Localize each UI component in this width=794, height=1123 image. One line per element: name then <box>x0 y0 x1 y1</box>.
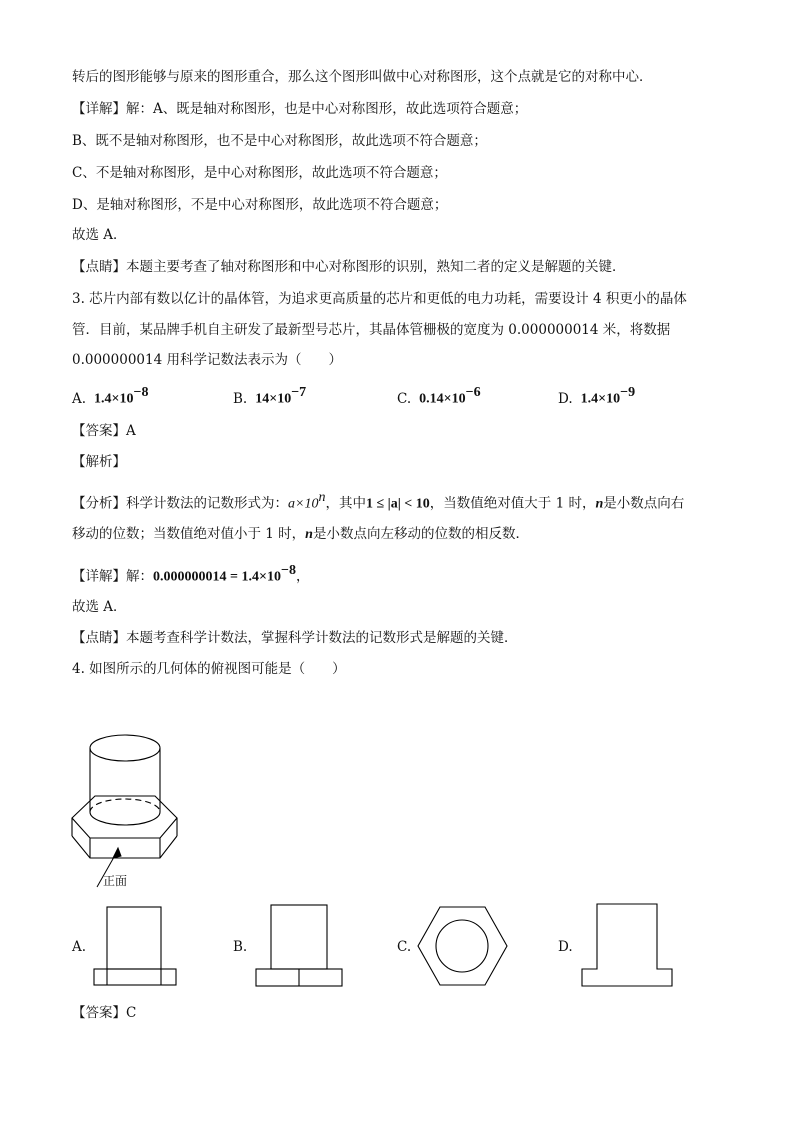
option-exponent: −7 <box>291 385 307 400</box>
text-line: D、是轴对称图形，不是中心对称图形，故此选项不符合题意； <box>72 197 448 213</box>
option-4-c-label: C. <box>397 939 412 955</box>
dianjing-3: 【点睛】本题考查科学计数法，掌握科学计数法的记数形式是解题的关键． <box>72 630 518 646</box>
fenxi-text: 是小数点向左移动的位数的相反数． <box>312 526 529 542</box>
xiangjie-prefix: 【详解】解： <box>72 568 153 585</box>
fenxi-tail: 是小数点向右 <box>603 495 685 512</box>
option-label: D. <box>558 390 573 407</box>
option-value: 14×10 <box>255 391 292 407</box>
analysis-3: 【解析】 <box>72 454 126 470</box>
choose-line: 故选 A． <box>72 227 127 243</box>
option-exponent: −8 <box>133 385 149 400</box>
option-4-a-label: A. <box>72 939 87 955</box>
option-value: 0.14×10 <box>419 391 466 407</box>
option-value: 1.4×10 <box>94 391 134 407</box>
option-value: 1.4×10 <box>580 391 621 407</box>
text-line: B、既不是轴对称图形，也不是中心对称图形，故此选项不符合题意； <box>72 133 487 149</box>
form-math: a×10 <box>288 496 319 512</box>
dianjing-line: 【点睛】本题主要考查了轴对称图形和中心对称图形的识别，熟知二者的定义是解题的关键． <box>72 259 626 275</box>
question-3-line-2: 管．目前，某品牌手机自主研发了最新型号芯片，其晶体管栅极的宽度为 0.000000014 米，将数据 <box>72 322 671 338</box>
question-4: 4. 如图所示的几何体的俯视图可能是（ ） <box>72 661 346 677</box>
text-line: 转后的图形能够与原来的图形重合，那么这个图形叫做中心对称图形，这个点就是它的对称中心． <box>72 69 653 85</box>
option-4-d-label: D. <box>558 939 573 955</box>
front-label: 正面 <box>103 874 128 888</box>
option-label: B. <box>233 390 248 407</box>
option-label: A. <box>72 390 87 407</box>
n-variable: n <box>595 496 604 512</box>
xiangjie-exponent: −8 <box>280 563 296 578</box>
detail-line: 【详解】解：A、既是轴对称图形，也是中心对称图形，故此选项符合题意； <box>72 101 528 117</box>
n-variable: n <box>305 527 313 542</box>
fenxi-mid: ，其中 <box>325 495 366 512</box>
text-line: C、不是轴对称图形，是中心对称图形，故此选项不符合题意； <box>72 165 447 181</box>
fenxi-text: 移动的位数；当数值绝对值小于 1 时， <box>72 526 306 542</box>
form-exponent: n <box>318 490 326 505</box>
question-3-line-3: 0.000000014 用科学记数法表示为（ ） <box>72 352 342 368</box>
option-4-b-label: B. <box>233 939 248 955</box>
xiangjie-tail: ， <box>295 568 310 585</box>
xiangjie-math: 0.000000014 = 1.4×10 <box>153 569 281 585</box>
choose-3: 故选 A． <box>72 599 127 615</box>
option-label: C. <box>397 390 412 407</box>
option-exponent: −9 <box>620 385 636 400</box>
question-3-line-1: 3. 芯片内部有数以亿计的晶体管，为追求更高质量的芯片和更低的电力功耗，需要设计 4 积更小的晶体 <box>72 291 687 307</box>
answer-3: 【答案】A <box>72 423 136 439</box>
fenxi-mid: ，当数值绝对值大于 1 时， <box>429 495 596 512</box>
option-exponent: −6 <box>465 385 481 400</box>
answer-4: 【答案】C <box>72 1005 137 1021</box>
fenxi-prefix: 【分析】科学计数法的记数形式为： <box>72 495 288 512</box>
condition-math: 1 ≤ |a| < 10 <box>365 496 430 512</box>
